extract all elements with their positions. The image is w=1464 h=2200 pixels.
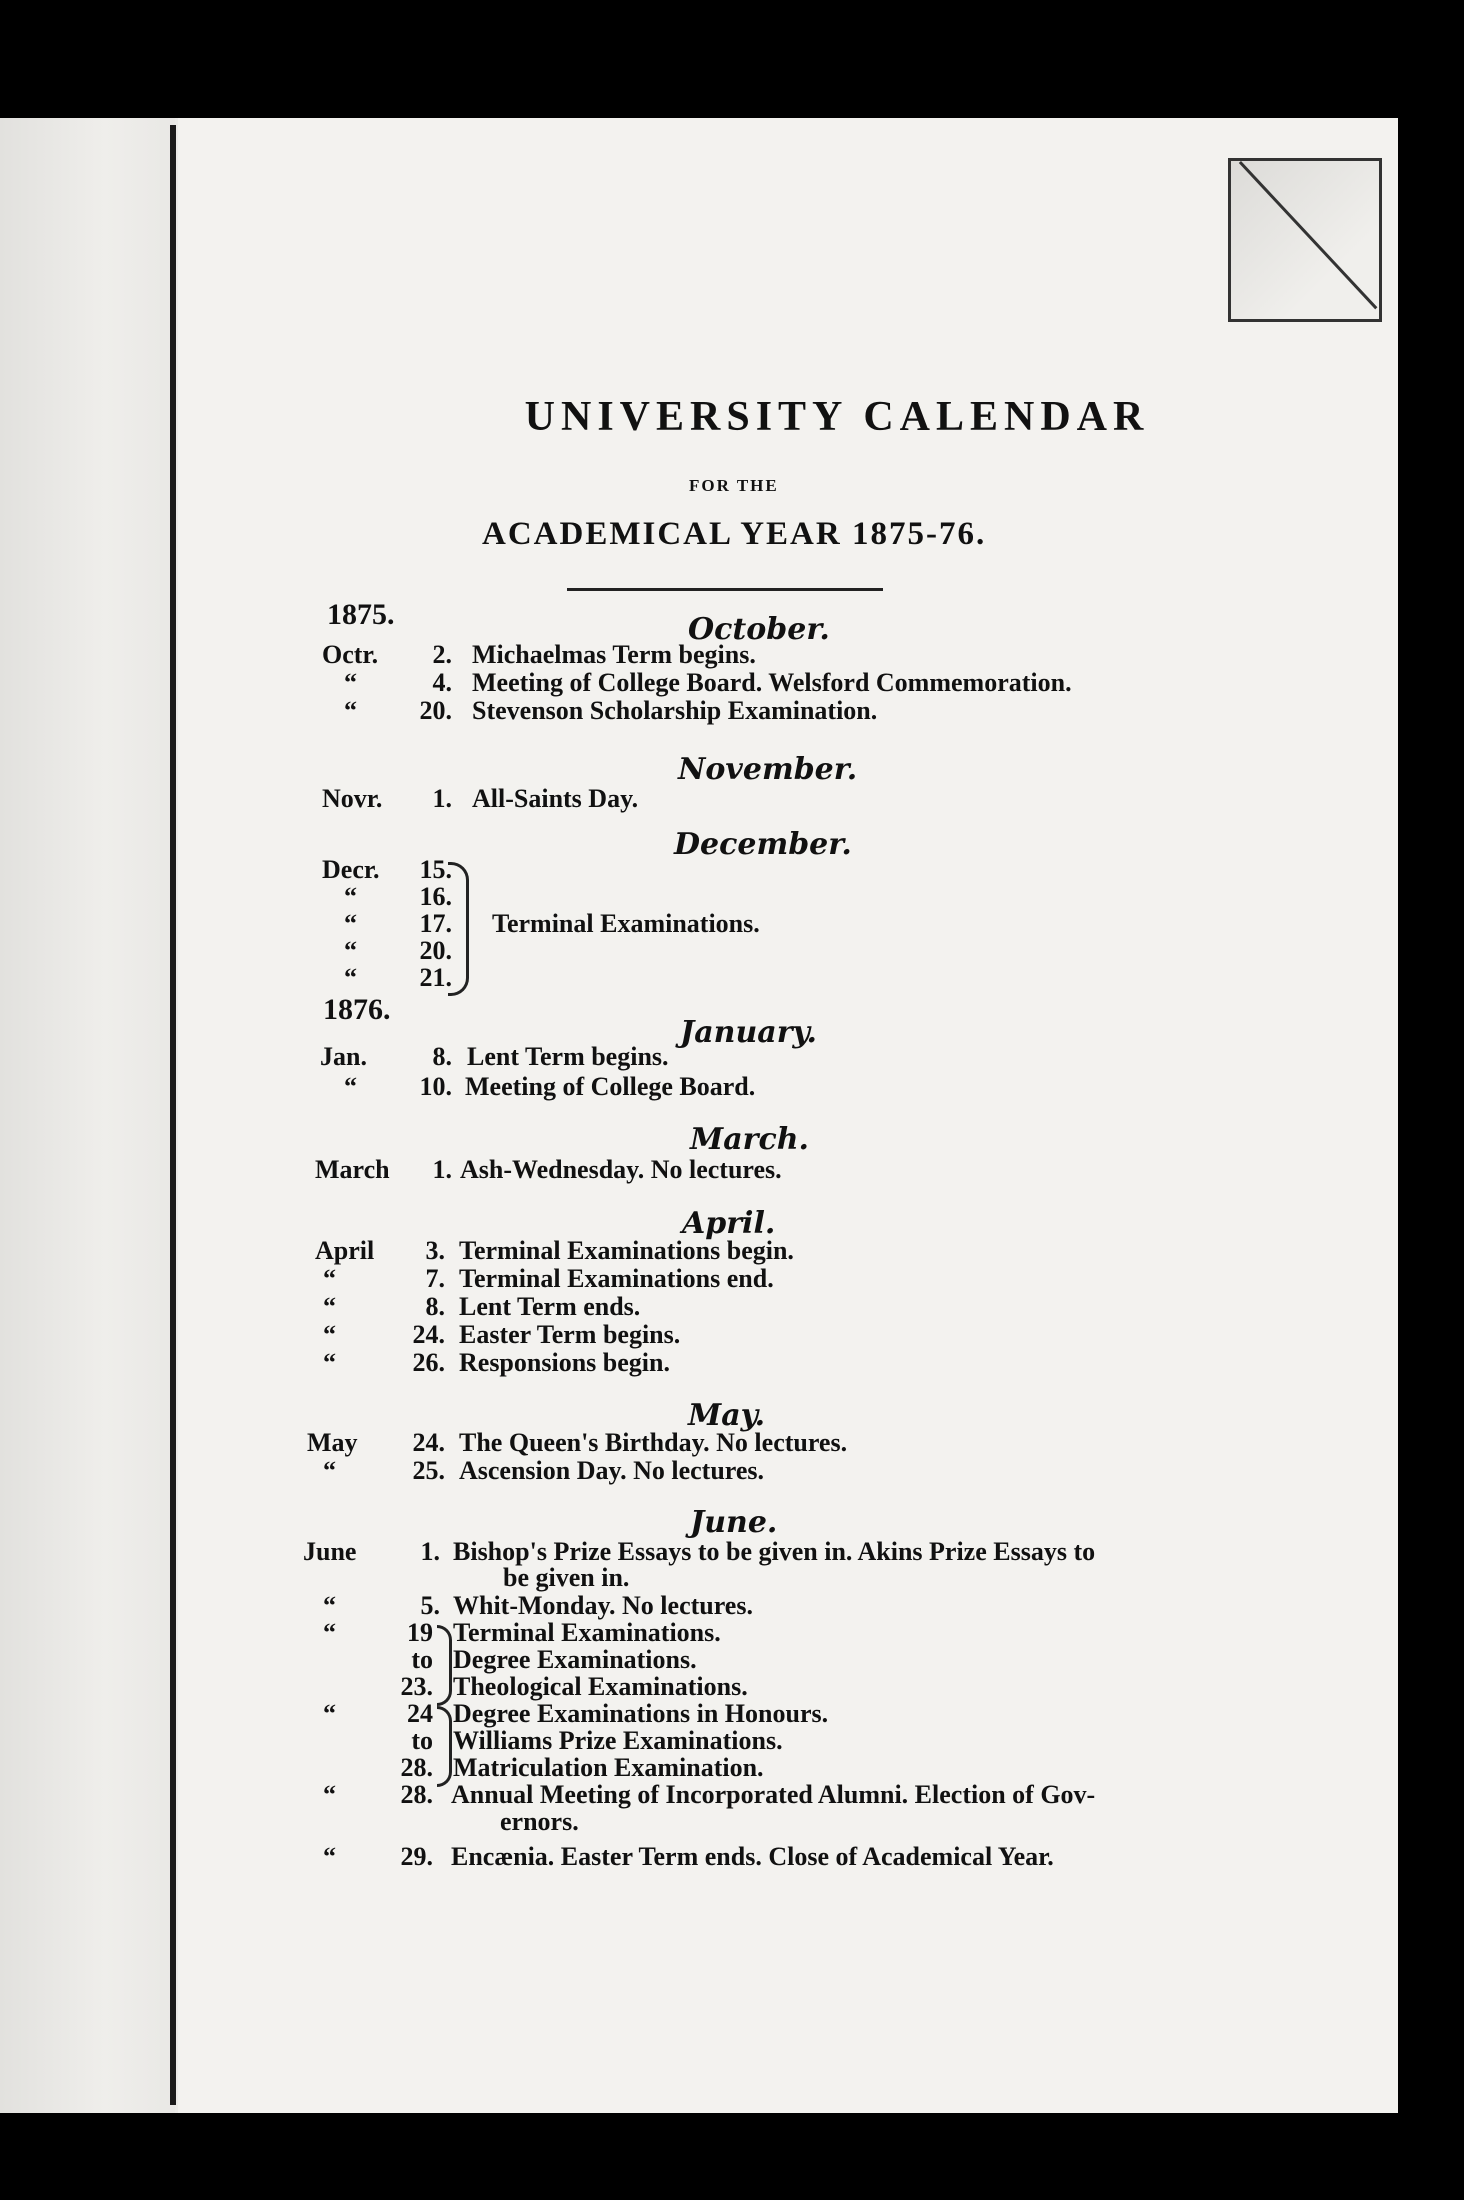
entry-day: 19 (407, 1618, 433, 1647)
entry-event: Terminal Examinations. (453, 1618, 721, 1647)
entry-date: “ (323, 1348, 336, 1377)
entry-event: Meeting of College Board. (465, 1072, 756, 1101)
entry-event: Williams Prize Examinations. (453, 1726, 783, 1755)
entry-event: Matriculation Examination. (453, 1753, 764, 1782)
entry-event: Bishop's Prize Essays to be given in. Akins Prize Essays to (453, 1537, 1096, 1566)
entry-day: 3. (425, 1236, 445, 1265)
entry-event: Degree Examinations. (453, 1645, 697, 1674)
entry-date: “ (323, 1618, 336, 1647)
entry-day: to (411, 1726, 433, 1755)
entry-event: Ascension Day. No lectures. (459, 1456, 765, 1485)
entry-day: 23. (400, 1672, 433, 1701)
entry-day: 15. (419, 855, 452, 884)
month-heading-march: March. (690, 1122, 809, 1157)
entry-date: “ (344, 696, 357, 725)
entry-day: 10. (419, 1072, 452, 1101)
month-heading-october: October. (688, 612, 830, 647)
entry-event: Terminal Examinations. (492, 909, 760, 938)
entry-date: “ (323, 1320, 336, 1349)
entry-event: Stevenson Scholarship Examination. (472, 696, 878, 725)
entry-event: The Queen's Birthday. No lectures. (459, 1428, 848, 1457)
entry-event: Meeting of College Board. Welsford Commemoration. (472, 668, 1072, 697)
entry-day: 5. (420, 1591, 440, 1620)
entry-day: 25. (412, 1456, 445, 1485)
month-heading-may: May. (688, 1398, 766, 1433)
entry-day: 28. (400, 1780, 433, 1809)
entry-day: 29. (400, 1842, 433, 1871)
entry-date: “ (323, 1842, 336, 1871)
entry-day: 17. (419, 909, 452, 938)
entry-event: Annual Meeting of Incorporated Alumni. Election of Gov- (451, 1780, 1096, 1809)
entry-day: 24. (412, 1428, 445, 1457)
entry-day: 7. (425, 1264, 445, 1293)
bracket (437, 1625, 452, 1706)
entry-day: 1. (432, 784, 452, 813)
entry-event: Lent Term begins. (467, 1042, 669, 1071)
bracket (437, 1706, 452, 1787)
entry-day: 28. (400, 1753, 433, 1782)
entry-day: 21. (419, 963, 452, 992)
entry-day: 26. (412, 1348, 445, 1377)
page-subtitle: ACADEMICAL YEAR 1875-76. (482, 516, 987, 552)
entry-date: March (315, 1155, 390, 1184)
entry-event: Michaelmas Term begins. (472, 640, 756, 669)
entry-day: 20. (419, 936, 452, 965)
entry-date: Decr. (322, 855, 380, 884)
entry-day: 8. (425, 1292, 445, 1321)
month-heading-november: November. (678, 752, 858, 787)
title-connector: FOR THE (689, 476, 779, 495)
entry-date: “ (323, 1292, 336, 1321)
entry-date: “ (323, 1591, 336, 1620)
entry-date: May (307, 1428, 358, 1457)
entry-date: “ (323, 1456, 336, 1485)
entry-event: Terminal Examinations begin. (459, 1236, 794, 1265)
entry-event: Easter Term begins. (459, 1320, 681, 1349)
entry-date: “ (344, 1072, 357, 1101)
entry-day: 20. (419, 696, 452, 725)
entry-day: 2. (432, 640, 452, 669)
bracket (448, 862, 469, 996)
entry-day: 24 (407, 1699, 433, 1728)
entry-date: “ (323, 1780, 336, 1809)
month-heading-june: June. (690, 1505, 778, 1540)
entry-day: 1. (432, 1155, 452, 1184)
entry-event: Degree Examinations in Honours. (453, 1699, 829, 1728)
entry-date: June (303, 1537, 357, 1566)
entry-date: “ (344, 668, 357, 697)
page-title: UNIVERSITY CALENDAR (524, 394, 1150, 440)
entry-continuation: be given in. (503, 1563, 630, 1592)
entry-event: Theological Examinations. (453, 1672, 748, 1701)
entry-date: “ (344, 936, 357, 965)
entry-date: “ (323, 1264, 336, 1293)
entry-event: Whit-Monday. No lectures. (453, 1591, 753, 1620)
entry-date: “ (344, 909, 357, 938)
entry-day: 24. (412, 1320, 445, 1349)
entry-date: Novr. (322, 784, 383, 813)
entry-day: to (411, 1645, 433, 1674)
entry-day: 16. (419, 882, 452, 911)
entry-day: 4. (432, 668, 452, 697)
year-heading-1875: 1875. (327, 598, 395, 631)
entry-date: Jan. (320, 1042, 367, 1071)
entry-date: “ (323, 1699, 336, 1728)
entry-event: Lent Term ends. (459, 1292, 641, 1321)
entry-event: All-Saints Day. (472, 784, 639, 813)
entry-date: “ (344, 963, 357, 992)
entry-date: Octr. (322, 640, 379, 669)
entry-day: 1. (420, 1537, 440, 1566)
month-heading-april: April. (682, 1206, 776, 1241)
entry-event: Responsions begin. (459, 1348, 670, 1377)
month-heading-january: January. (680, 1015, 817, 1050)
entry-event: Ash-Wednesday. No lectures. (460, 1155, 782, 1184)
entry-date: “ (344, 882, 357, 911)
month-heading-december: December. (674, 827, 852, 862)
entry-continuation: ernors. (500, 1807, 579, 1836)
entry-day: 8. (432, 1042, 452, 1071)
year-heading-1876: 1876. (323, 993, 391, 1026)
entry-event: Terminal Examinations end. (459, 1264, 774, 1293)
entry-event: Encænia. Easter Term ends. Close of Academical Year. (451, 1842, 1054, 1871)
entry-date: April (315, 1236, 375, 1265)
